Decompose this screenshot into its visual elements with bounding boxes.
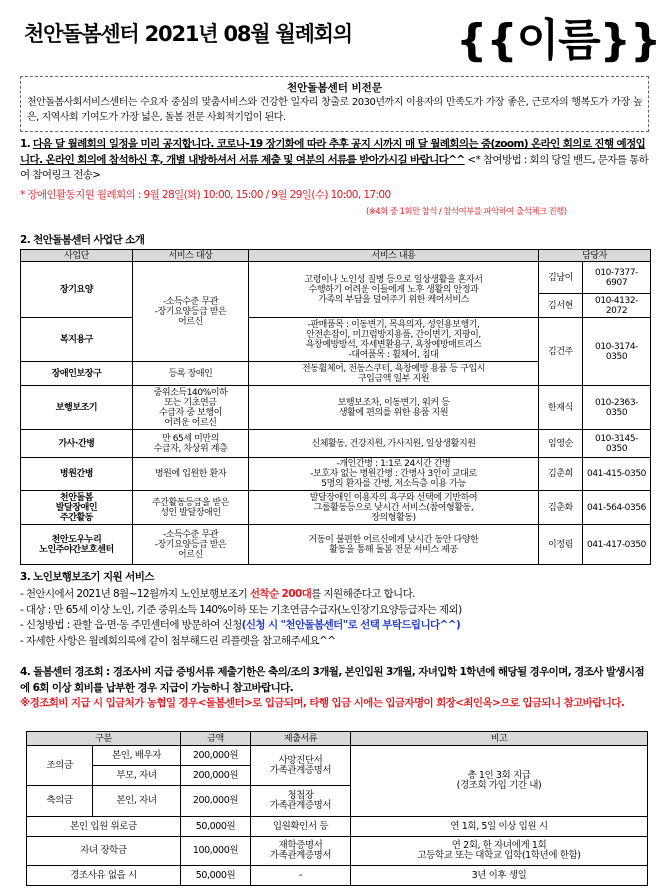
text: - 천안시에서 2021년 8월~12월까지 노인보행보조기 (20, 588, 250, 600)
highlight: (신청 시 "천안돌봄센터"로 선택 부탁드립니다^^) (241, 619, 461, 631)
unit-name: 천안돌봄 발달장애인 주간활동 (21, 491, 133, 525)
unit-content: 보행보조차, 이동변기, 워커 등 생활에 편의를 위한 용품 지원 (249, 386, 539, 430)
col-header: 사업단 (21, 250, 133, 262)
category: 조의금 (27, 746, 93, 786)
documents: 재학증명서 가족관계증명서 (251, 837, 351, 866)
table-header (21, 250, 651, 262)
col-header: 서비스 대상 (133, 250, 249, 262)
unit-name: 장기요양 (21, 262, 133, 318)
manager-phone: 041-564-0356 (583, 491, 651, 525)
unit-target: -소득수준 무관 -장기요양등급 받은 어르신 (133, 525, 249, 565)
unit-content: -판매품목 : 이동변기, 목욕의자, 성인용보행기, 안전손잡이, 미끄럼방지용품, 간이변기, 지팡이, 욕창예방방석, 자세변환용구, 욕창예방매트리스 -대여품목 : 휠체어, 침대 (249, 318, 539, 362)
amount: 50,000원 (181, 866, 251, 886)
category: 본인 입원 위로금 (27, 817, 181, 837)
col-header: 서비스 내용 (249, 250, 539, 262)
amount: 50,000원 (181, 817, 251, 837)
category: 축의금 (27, 786, 93, 817)
amount: 200,000원 (181, 786, 251, 817)
unit-content: 고령이나 노인성 질병 등으로 일상생활을 혼자서 수행하기 어려운 이들에게 노후 생활의 안정과 가족의 부담을 덜어주기 위한 케어서비스 (249, 262, 539, 318)
table-row (21, 458, 651, 491)
table-row (27, 817, 648, 837)
col-header: 제출서류 (251, 732, 351, 746)
manager-name: 한재식 (539, 386, 583, 430)
amount: 200,000원 (181, 766, 251, 786)
manager-name: 김춘희 (539, 458, 583, 491)
unit-content: 전동휠체어, 전동스쿠터, 욕창예방 용품 등 구입시 구입금액 일부 지원 (249, 362, 539, 386)
unit-target: 등록 장애인 (133, 362, 249, 386)
remarks: 연 2회, 한 자녀에게 1회 고등학교 또는 대학교 입학(1학년에 한함) (351, 837, 648, 866)
unit-name: 복지용구 (21, 318, 133, 362)
section1-method: <* 참여방법 : 회의 당일 밴드, 문자를 통하여 참여링크 전송> (20, 153, 649, 181)
manager-name: 김남이 (539, 262, 583, 294)
section3-lines (20, 587, 652, 649)
table-row (21, 262, 651, 294)
remarks: 3년 이후 생일 (351, 866, 648, 886)
documents: 입원확인서 등 (251, 817, 351, 837)
documents: 청첩장 가족관계증명서 (251, 786, 351, 817)
col-header: 담당자 (539, 250, 651, 262)
manager-name: 임영순 (539, 430, 583, 458)
section3-title: 3. 노인보행보조기 지원 서비스 (20, 571, 154, 583)
section3-line: - 자세한 사항은 월례회의록에 같이 첨부해드린 리플렛을 참고해주세요^^ (20, 634, 336, 647)
manager-phone: 010-3145-0350 (583, 430, 651, 458)
table-row (27, 866, 648, 886)
table-header (27, 732, 648, 746)
category: 경조사유 없을 시 (27, 866, 181, 886)
condolence-table (26, 731, 648, 886)
table-row (27, 746, 648, 766)
unit-content: 거동이 불편한 어르신에게 낮시간 동안 다양한 활동을 통해 돌봄 전문 서비스 제공 (249, 525, 539, 565)
unit-target: 만 65세 미만의 수급자, 차상위 계층 (133, 430, 249, 458)
section1-note: (※4회 중 1회만 참석 / 참석여부를 파악하여 출석체크 진행) (366, 207, 567, 217)
manager-name: 이정림 (539, 525, 583, 565)
vision-body: 천안돌봄사회서비스센터는 수요자 중심의 맞춤서비스와 건강한 일자리 창출로 2030년까지 이용자의 만족도가 가장 좋은, 근로자의 행복도가 가장 높은, 지역사회 기여도가 가장 넓은, 돌봄 전문 사회적기업이 된다. (27, 97, 642, 123)
unit-content: 신체활동, 건강지원, 가사지원, 일상생활지원 (249, 430, 539, 458)
documents: - (251, 866, 351, 886)
unit-name: 가사·간병 (21, 430, 133, 458)
table-row (21, 318, 651, 362)
unit-content: 발달장애인 이용자의 욕구와 선택에 기반하여 그룹활동등으로 낮시간 서비스(참여형활동, 장의형활동) (249, 491, 539, 525)
highlight: 선착순 200대 (249, 588, 312, 600)
page-title: 천안돌봄센터 2021년 08월 월례회의 (24, 22, 352, 46)
unit-name: 보행보조기 (21, 386, 133, 430)
manager-phone: 041-415-0350 (583, 458, 651, 491)
manager-name: 김춘화 (539, 491, 583, 525)
vision-box (20, 76, 649, 132)
manager-phone: 041-417-0350 (583, 525, 651, 565)
manager-phone: 010-2363-0350 (583, 386, 651, 430)
subcategory: 본인, 배우자 (93, 746, 181, 766)
name-placeholder: {{이름}} (456, 15, 661, 66)
section1-schedule: * 장애인활동지원 월례회의 : 9월 28일(화) 10:00, 15:00 / 9월 29일(수) 10:00, 17:00 (20, 189, 391, 201)
manager-phone: 010-4132-2072 (583, 294, 651, 318)
table-row (27, 837, 648, 866)
text: 를 지원해준다고 합니다. (311, 588, 415, 600)
documents: 사망진단서 가족관계증명서 (251, 746, 351, 786)
remarks: 연 1회, 5일 이상 입원 시 (351, 817, 648, 837)
unit-target: -소득수준 무관 -장기요양등급 받은 어르신 (133, 262, 249, 362)
section1 (20, 137, 652, 184)
col-header: 비고 (351, 732, 648, 746)
text: - 신청방법 : 관할 읍·면·동 주민센터에 방문하여 신청 (20, 619, 242, 631)
col-header: 구분 (27, 732, 181, 746)
manager-phone: 010-7377-6907 (583, 262, 651, 294)
manager-phone: 010-3174-0350 (583, 318, 651, 386)
section3-line (20, 618, 652, 634)
amount: 200,000원 (181, 746, 251, 766)
unit-target: 주간활동등급을 받은 성인 발달장애인 (133, 491, 249, 525)
section4-text: 4. 돌봄센터 경조회 : 경조사비 지급 증빙서류 제출기한은 축의/조의 3개월, 본인입원 3개월, 자녀입학 1학년에 해당될 경우이며, 경조사 발생시점에 6회 이상 회비를 납부한 경우 지급이 가능하니 참고바랍니다. (20, 666, 645, 694)
table-row (21, 430, 651, 458)
category: 자녀 장학금 (27, 837, 181, 866)
unit-target: 중위소득140%이하 또는 기초연금 수급자 중 보행이 어려운 어르신 (133, 386, 249, 430)
unit-target: 병원에 입원한 환자 (133, 458, 249, 491)
section4-notice: ※경조회비 지급 시 입금처가 농협일 경우<돌봄센터>로 입금되며, 타행 입금 시에는 입금자명이 회장<최인옥>으로 입금되니 참고바랍니다. (20, 697, 625, 709)
manager-name: 김서현 (539, 294, 583, 318)
business-table (20, 249, 651, 565)
manager-name: 김건주 (539, 318, 583, 386)
vision-title: 천안돌봄센터 비전문 (287, 82, 382, 94)
table-row (21, 525, 651, 565)
section1-num: 1. (20, 138, 31, 150)
section2-title: 2. 천안돌봄센터 사업단 소개 (20, 234, 145, 246)
subcategory: 본인, 자녀 (93, 786, 181, 817)
subcategory: 부모, 자녀 (93, 766, 181, 786)
unit-content: -개인간병 : 1:1로 24시간 간병 -보호자 없는 병원간병 : 간병사 3인이 교대로 5명의 환자를 간병, 저소득층 이용 가능 (249, 458, 539, 491)
col-header: 금액 (181, 732, 251, 746)
section3-line: - 대상 : 만 65세 이상 노인, 기준 중위소득 140%이하 또는 기초연금수급자(노인장기요양등급자는 제외) (20, 603, 462, 616)
amount: 100,000원 (181, 837, 251, 866)
unit-name: 천안도우누리 노인주야간보호센터 (21, 525, 133, 565)
table-row (21, 491, 651, 525)
section3-line (20, 587, 652, 603)
unit-name: 장애인보장구 (21, 362, 133, 386)
table-row (21, 386, 651, 430)
remarks: 총 1인 3회 지급 (경조회 가입 기간 내) (351, 746, 648, 817)
unit-name: 병원간병 (21, 458, 133, 491)
section1-notice: 다음 달 월례회의 일정을 미리 공지합니다. 코로나-19 장기화에 따라 추후 공지 시까지 매 달 월례회의는 줌(zoom) 온라인 회의로 진행 예정입니다. 온라인 회의에 참석하신 후, 개별 내방하셔서 서류 제출 및 여분의 서류를 받아가시길 바랍니다^^ (20, 138, 646, 166)
